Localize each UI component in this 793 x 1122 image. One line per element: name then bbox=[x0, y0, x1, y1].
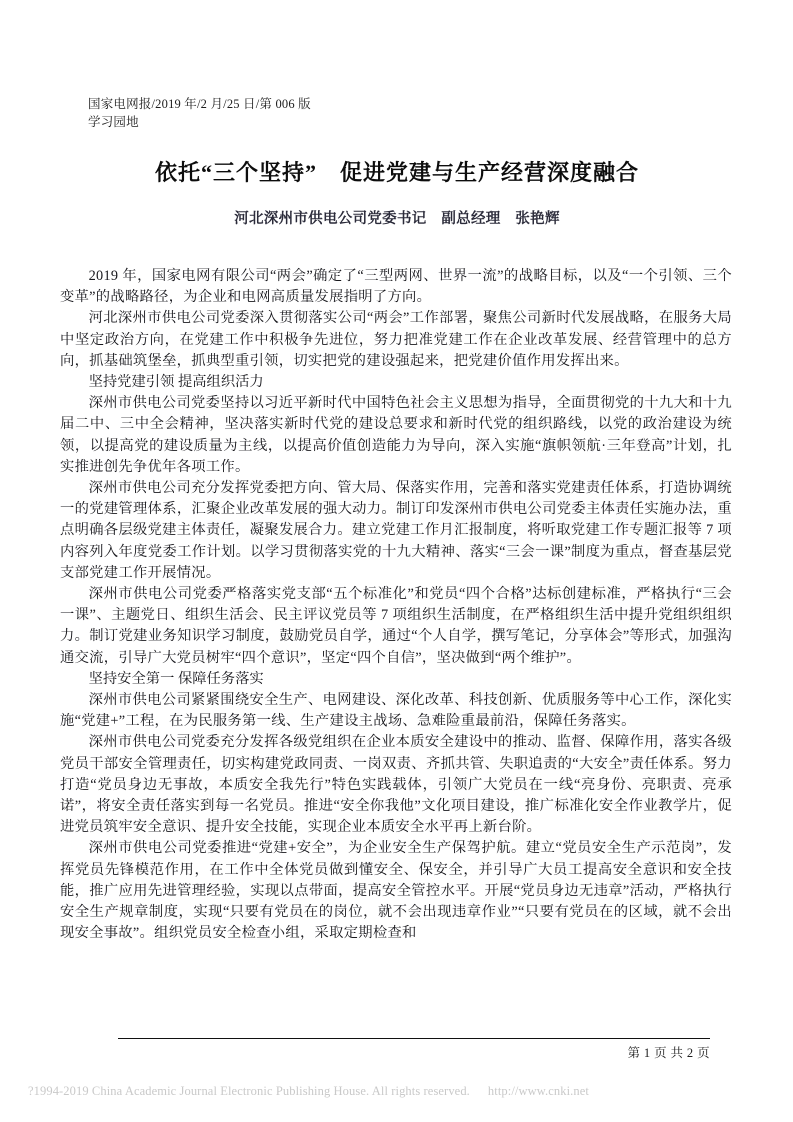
body-paragraph: 深州市供电公司党委严格落实党支部“五个标准化”和党员“四个合格”达标创建标准，严格执行“三会一课”、主题党日、组织生活会、民主评议党员等 7 项组织生活制度，在严格组织生活中提升党组织组织力。制订党建业务知识学习制度，鼓励党员自学，通过“个人自学，撰写笔记，分享体会”等形式，加强沟通交流，引导广大党员树牢“四个意识”，坚定“四个自信”，坚决做到“两个维护”。 bbox=[60, 586, 732, 666]
article-byline: 河北深州市供电公司党委书记 副总经理 张艳辉 bbox=[234, 211, 560, 227]
masthead-source: 国家电网报/2019 年/2 月/25 日/第 006 版 bbox=[88, 97, 311, 111]
article-body bbox=[60, 266, 732, 945]
body-paragraph: 2019 年，国家电网有限公司“两会”确定了“三型两网、世界一流”的战略目标，以及“一个引领、三个变革”的战略路径，为企业和电网高质量发展指明了方向。 bbox=[60, 268, 732, 306]
copyright-text: ?1994-2019 China Academic Journal Electronic Publishing House. All rights reserved. bbox=[28, 1084, 470, 1098]
page-number: 第 1 页 共 2 页 bbox=[627, 1046, 710, 1060]
body-paragraph: 深州市供电公司党委坚持以习近平新时代中国特色社会主义思想为指导，全面贯彻党的十九大和十九届二中、三中全会精神，坚决落实新时代党的建设总要求和新时代党的组织路线，以党的政治建设为统领，以提高党的建设质量为主线，以提高价值创造能力为导向，深入实施“旗帜领航·三年登高”计划，扎实推进创先争优年各项工作。 bbox=[60, 395, 732, 475]
footer-divider bbox=[118, 1038, 710, 1039]
cnki-url: http://www.cnki.net bbox=[487, 1084, 589, 1098]
section-subhead: 坚持安全第一 保障任务落实 bbox=[88, 670, 264, 687]
body-paragraph: 深州市供电公司党委推进“党建+安全”，为企业安全生产保驾护航。建立“党员安全生产示范岗”，发挥党员先锋模范作用，在工作中全体党员做到懂安全、保安全，并引导广大员工提高安全意识和安全技能，推广应用先进管理经验，实现以点带面，提高安全管控水平。开展“党员身边无违章”活动，严格执行安全生产规章制度，实现“只要有党员在的岗位，就不会出现违章作业”“只要有党员在的区域，就不会出现安全事故”。组织党员安全检查小组，采取定期检查和 bbox=[60, 840, 732, 942]
masthead bbox=[88, 95, 708, 131]
masthead-section: 学习园地 bbox=[88, 115, 139, 129]
body-paragraph: 深州市供电公司党委充分发挥各级党组织在企业本质安全建设中的推动、监督、保障作用，落实各级党员干部安全管理责任，切实构建党政同责、一岗双责、齐抓共管、失职追责的“大安全”责任体系。努力打造“党员身边无事故，本质安全我先行”特色实践载体，引领广大党员在一线“亮身份、亮职责、亮承诺”，将安全责任落实到每一名党员。推进“安全你我他”文化项目建设，推广标准化安全作业教学片，促进党员筑牢安全意识、提升安全技能，实现企业本质安全水平再上新台阶。 bbox=[60, 734, 732, 836]
body-paragraph: 深州市供电公司充分发挥党委把方向、管大局、保落实作用，完善和落实党建责任体系，打造协调统一的党建管理体系，汇聚企业改革发展的强大动力。制订印发深州市供电公司党委主体责任实施办法，重点明确各层级党建主体责任，凝聚发展合力。建立党建工作月汇报制度，将听取党建工作专题汇报等 7 项内容列入年度党委工作计划。以学习贯彻落实党的十九大精神、落实“三会一课”制度为重点，督查基层党支部党建工作开展情况。 bbox=[60, 480, 732, 581]
body-paragraph: 深州市供电公司紧紧围绕安全生产、电网建设、深化改革、科技创新、优质服务等中心工作，深化实施“党建+”工程，在为民服务第一线、生产建设主战场、急难险重最前沿，保障任务落实。 bbox=[60, 692, 732, 730]
section-subhead: 坚持党建引领 提高组织活力 bbox=[88, 374, 264, 391]
copyright-notice bbox=[28, 1084, 768, 1099]
page-title: 依托“三个坚持” 促进党建与生产经营深度融合 bbox=[154, 160, 639, 185]
body-paragraph: 河北深州市供电公司党委深入贯彻落实公司“两会”工作部署，聚焦公司新时代发展战略，在服务大局中坚定政治方向，在党建工作中积极争先进位，努力把准党建工作在企业改革发展、经营管理中的总方向，抓基础筑堡垒，抓典型重引领，切实把党的建设强起来，把党建价值作用发挥出来。 bbox=[60, 310, 732, 369]
